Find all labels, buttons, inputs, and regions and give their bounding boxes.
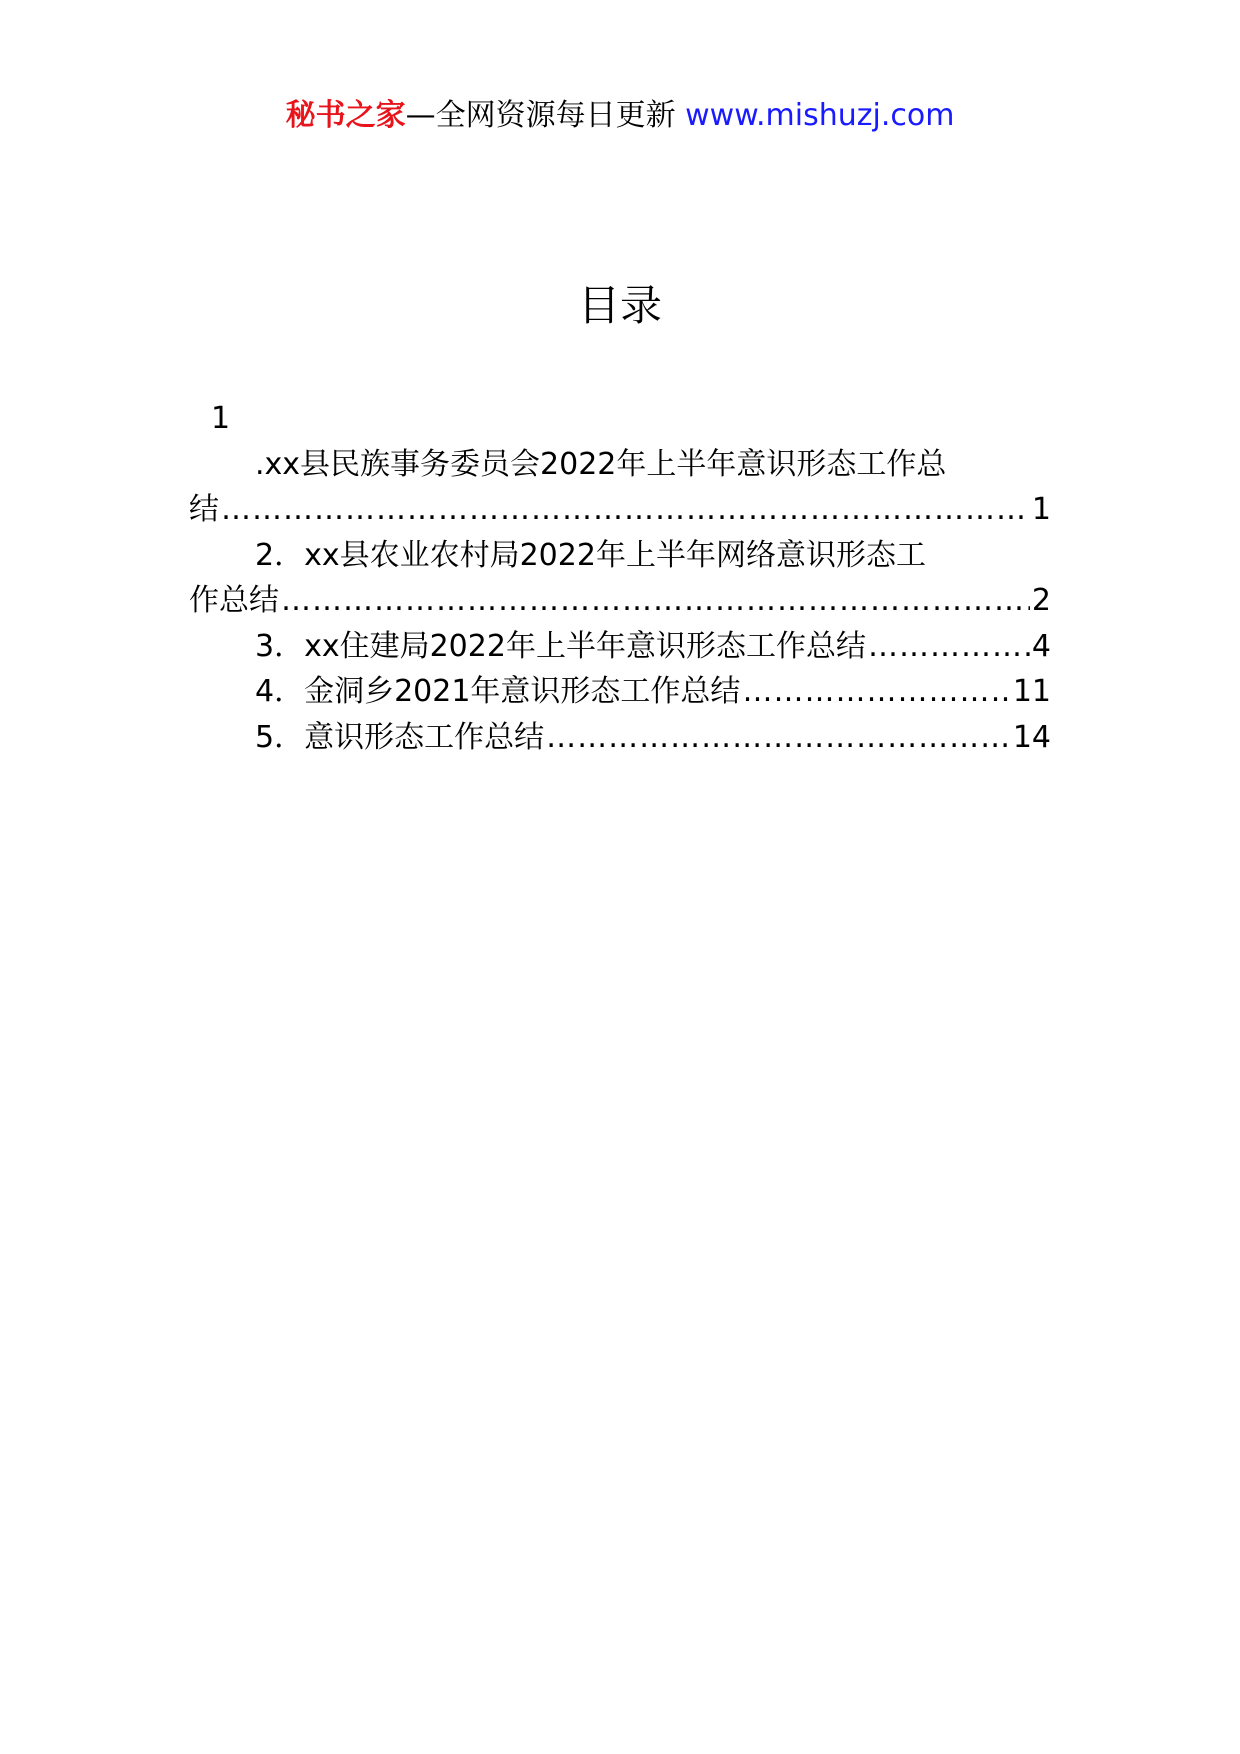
- dot-leader: [221, 487, 1030, 533]
- dot-leader: [546, 715, 1011, 761]
- toc-entry-title-line: 作总结: [189, 583, 279, 618]
- brand-name: 秘书之家: [285, 98, 406, 133]
- toc-page-number: 14: [1012, 719, 1051, 755]
- page-title: 目录: [577, 281, 662, 330]
- toc-entry-title: 4．金洞乡2021年意识形态工作总结: [255, 674, 741, 709]
- toc-entry-5[interactable]: [189, 715, 1051, 761]
- toc-entry-title-line: 结: [189, 492, 219, 527]
- toc-page-number: 1: [1031, 492, 1051, 527]
- toc-entry-title: 5．意识形态工作总结: [255, 719, 545, 755]
- toc-page-number: 2: [1031, 583, 1051, 618]
- toc-page-number: 11: [1012, 674, 1051, 709]
- table-of-contents: [189, 396, 1051, 760]
- toc-entry-2[interactable]: [189, 533, 1051, 624]
- toc-entry-title-line: 2．xx县农业农村局2022年上半年网络意识形态工: [255, 537, 926, 573]
- toc-entry-number: 1: [211, 401, 231, 436]
- toc-entry-1[interactable]: [189, 396, 1051, 533]
- toc-page-number: 4: [1031, 628, 1051, 664]
- site-url-link[interactable]: www.mishuzj.com: [685, 98, 955, 133]
- site-header: [0, 96, 1240, 136]
- header-tagline: —全网资源每日更新: [405, 98, 676, 133]
- toc-entry-4[interactable]: [189, 669, 1051, 715]
- dot-leader: [742, 669, 1010, 715]
- dot-leader: [281, 578, 1030, 624]
- toc-entry-title: 3．xx住建局2022年上半年意识形态工作总结: [255, 628, 866, 664]
- dot-leader: [868, 624, 1030, 670]
- toc-entry-title-line: .xx县民族事务委员会2022年上半年意识形态工作总: [255, 446, 947, 482]
- toc-entry-3[interactable]: [189, 624, 1051, 670]
